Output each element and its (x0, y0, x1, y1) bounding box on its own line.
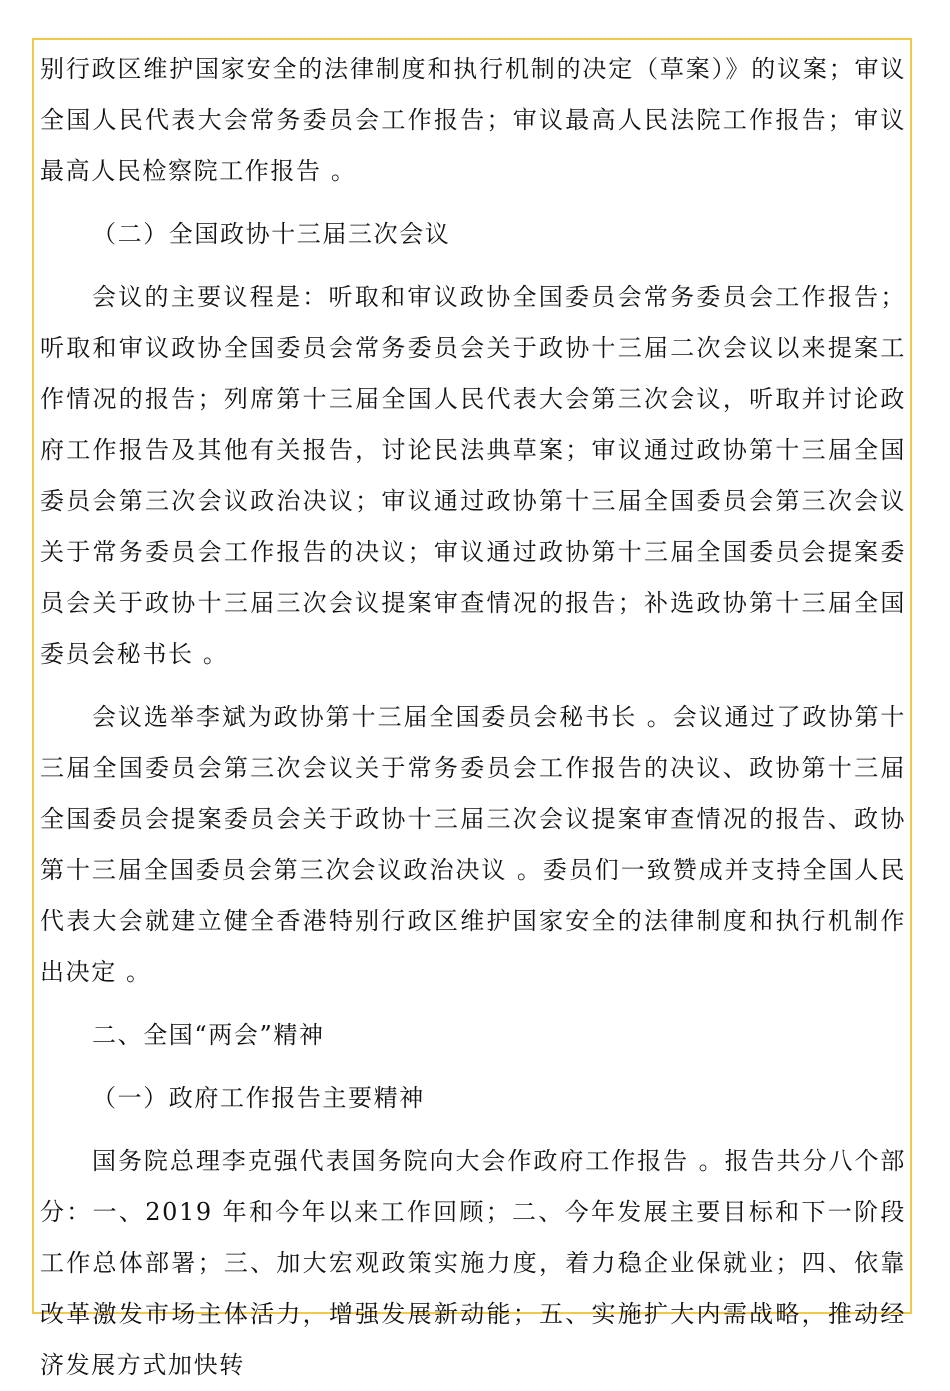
document-body (40, 44, 906, 1391)
paragraph-cppcc-results: 会议选举李斌为政协第十三届全国委员会秘书长 。会议通过了政协第十三届全国委员会第三次会议关于常务委员会工作报告的决议、政协第十三届全国委员会提案委员会关于政协十三届三次会议提案审查情况的报告、政协第十三届全国委员会第三次会议政治决议 。委员们一致赞成并支持全国人民代表大会就建立健全香港特别行政区维护国家安全的法律制度和执行机制作出决定 。 (40, 703, 906, 986)
paragraph-cppcc-agenda: 会议的主要议程是：听取和审议政协全国委员会常务委员会工作报告；听取和审议政协全国委员会常务委员会关于政协十三届二次会议以来提案工作情况的报告；列席第十三届全国人民代表大会第三次会议，听取并讨论政府工作报告及其他有关报告，讨论民法典草案；审议通过政协第十三届全国委员会第三次会议政治决议；审议通过政协第十三届全国委员会第三次会议关于常务委员会工作报告的决议；审议通过政协第十三届全国委员会提案委员会关于政协十三届三次会议提案审查情况的报告；补选政协第十三届全国委员会秘书长 。 (40, 283, 906, 668)
paragraph-npc-agenda-continued: 别行政区维护国家安全的法律制度和执行机制的决定（草案）》的议案；审议全国人民代表大会常务委员会工作报告；审议最高人民法院工作报告；审议最高人民检察院工作报告 。 (40, 55, 906, 185)
heading-two-sessions-spirit: 二、全国“两会”精神 (92, 1021, 325, 1049)
paragraph-government-report: 国务院总理李克强代表国务院向大会作政府工作报告 。报告共分八个部分：一、2019 年和今年以来工作回顾；二、今年发展主要目标和下一阶段工作总体部署；三、加大宏观政策实施力度，着力稳企业保就业；四、依靠改革激发市场主体活力，增强发展新动能；五、实施扩大内需战略，推动经济发展方式加快转 (40, 1147, 906, 1379)
heading-government-report: （一）政府工作报告主要精神 (92, 1084, 425, 1112)
heading-cppcc-session: （二）全国政协十三届三次会议 (92, 220, 451, 248)
